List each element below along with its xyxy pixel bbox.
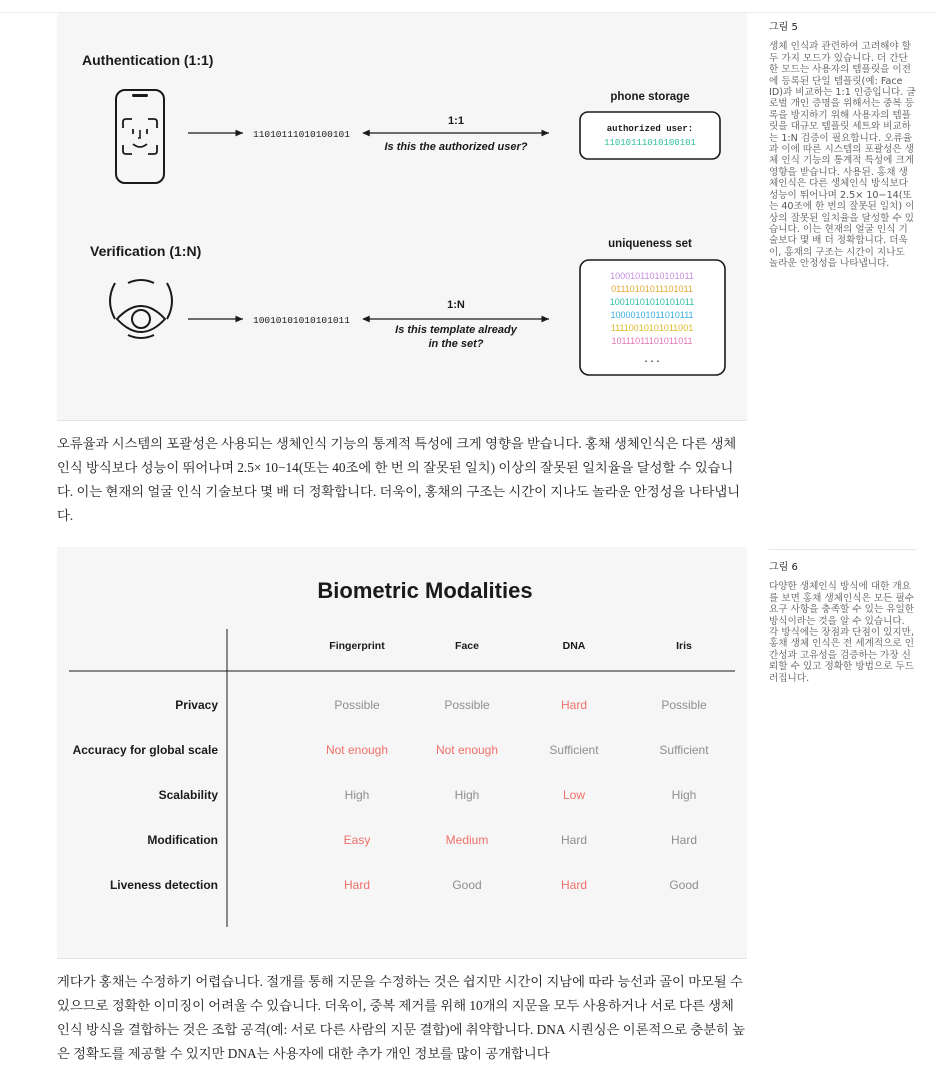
auth-ratio: 1:1 — [448, 115, 464, 127]
phone-face-id-icon — [116, 90, 164, 183]
caption-figure6-text: 다양한 생체인식 방식에 대한 개요를 보면 홍채 생체인식은 모든 필수 요구 사항을 충족할 수 있는 유일한 방식이라는 것을 알 수 있습니다. 각 방식에는 장점과 단점이 있지만, 홍채 생체 인식은 전 세계적으로 인간성과 고유성을 검증하는 가장 신뢰할 수 있고 정확한 방법으로 두드러집니다. — [769, 581, 914, 684]
table-cell: Not enough — [435, 743, 499, 757]
caption-figure5 — [769, 22, 917, 270]
row-label: Modification — [147, 833, 218, 847]
figure1-bottom-rule — [57, 420, 747, 421]
uniqueness-ellipsis: ... — [642, 355, 662, 366]
table-rows — [73, 698, 710, 892]
table-cell: Low — [562, 788, 586, 802]
table-cell: Hard — [560, 698, 588, 712]
figure1-diagram — [57, 13, 747, 420]
paragraph-iris-modification: 게다가 홍채는 수정하기 어렵습니다. 절개를 통해 지문을 수정하는 것은 쉽지만 시간이 지남에 따라 능선과 골이 마모될 수 있으므로 정확한 이미징이 어려울 수 있습니다. 더욱이, 중복 제거를 위해 10개의 지문을 모두 사용하거나 서로 다른 생체 인식 방식을 결합하는 것은 조합 공격(예: 서로 다른 사람의 지문 결합)에 취약합니다. DNA 시퀀싱은 이론적으로 충분히 높은 정확도를 제공할 수 있지만 DNA는 사용자에 대한 추가 개인 정보를 많이 공개합니다 — [57, 974, 745, 1061]
uniqueness-row: 11110010101011001 — [610, 323, 694, 333]
caption-figure6-rule — [769, 549, 917, 550]
table-cell: High — [344, 788, 370, 802]
column-header: Fingerprint — [329, 640, 385, 652]
storage-label: phone storage — [610, 91, 690, 103]
storage-user-label: authorized user: — [606, 124, 694, 134]
table-cell: Not enough — [325, 743, 389, 757]
table-cell: High — [454, 788, 480, 802]
auth-question: Is this the authorized user? — [384, 141, 528, 153]
table-cell: Hard — [560, 833, 588, 847]
uniqueness-row: 10001011010101011 — [610, 271, 694, 281]
ver-question-line1: Is this template already — [395, 324, 517, 336]
table-cell: Medium — [445, 833, 489, 847]
uniqueness-row: 01110101011101011 — [611, 284, 693, 294]
table-cell: Hard — [343, 878, 371, 892]
uniqueness-row: 10010101010101011 — [609, 297, 695, 307]
table-cell: Possible — [661, 698, 707, 712]
row-label: Privacy — [175, 698, 218, 712]
column-header: Iris — [676, 640, 692, 652]
uniqueness-row: 10000101011010111 — [610, 310, 694, 320]
paragraph-error-rate: 오류율과 시스템의 포괄성은 사용되는 생체인식 기능의 통계적 특성에 크게 영향을 받습니다. 홍채 생체인식은 다른 생체인식 방식보다 성능이 뛰어나며 2.5× 10−14(또는 40조에 한 번 의 잘못된 일치) 이상의 잘못된 일치율을 달성할 수 있습니다. 이는 현재의 얼굴 인식 기술보다 몇 배 더 정확합니다. 더욱이, 홍채의 구조는 시간이 지나도 놀라운 안정성을 나타냅니다. — [57, 436, 741, 523]
caption-figure5-text: 생체 인식과 관련하여 고려해야 할 두 가지 모드가 있습니다. 더 간단한 모드는 사용자의 템플릿을 이전에 등록된 단일 템플릿(예: Face ID)과 비교하는 1:1 인증입니다. 글로벌 개인 증명을 위해서는 중복 등록을 방지하기 위해 사용자의 템플릿을 대규모 템플릿 세트와 비교하는 1:N 검증이 필요합니다. 오류율과 이에 따른 시스템의 포괄성은 생체 인식 기능의 통계적 특성에 크게 영향을 받습니다. 사용된. 홍채 생체인식은 다른 생체인식 방식보다 성능이 뛰어나며 2.5× 10−14(또는 40조에 한 번의 잘못된 일치) 이상의 잘못된 일치율을 달성할 수 있습니다. 이는 현재의 얼굴 인식 기술보다 몇 배 더 정확합니다. 더욱이, 홍채의 구조는 시간이 지나도 놀라운 안정성을 나타냅니다. — [769, 41, 916, 270]
table-cell: Good — [452, 878, 482, 892]
table-cell: Possible — [444, 698, 490, 712]
row-label: Liveness detection — [109, 878, 218, 892]
table-cell: High — [671, 788, 697, 802]
modalities-table — [57, 547, 747, 958]
table-cell: Hard — [670, 833, 698, 847]
ver-ratio: 1:N — [447, 299, 465, 311]
auth-bits: 11010111010100101 — [253, 129, 350, 140]
storage-bits: 11010111010100101 — [604, 138, 696, 148]
ver-bits: 10010101010101011 — [253, 315, 350, 326]
table-cell: Sufficient — [549, 743, 599, 757]
table-cell: Sufficient — [659, 743, 709, 757]
table-cell: Easy — [343, 833, 371, 847]
uniqueness-label: uniqueness set — [608, 238, 692, 250]
caption-figure6-number: 그림 6 — [769, 562, 798, 573]
table-cell: Hard — [560, 878, 588, 892]
storage-box — [580, 112, 720, 159]
column-header: Face — [455, 640, 479, 652]
table-cell: Possible — [334, 698, 380, 712]
auth-title: Authentication (1:1) — [82, 52, 214, 68]
column-header: DNA — [562, 640, 586, 652]
table-column-headers — [329, 640, 692, 652]
verification-title: Verification (1:N) — [90, 243, 202, 259]
caption-figure6 — [769, 562, 917, 684]
figure-biometric-modalities — [57, 547, 747, 958]
figure2-bottom-rule — [57, 958, 747, 959]
row-label: Scalability — [158, 788, 218, 802]
iris-eye-icon — [110, 280, 172, 338]
caption-figure5-number: 그림 5 — [769, 22, 798, 33]
table-cell: Good — [669, 878, 699, 892]
uniqueness-row: 10111011101011011 — [611, 336, 693, 346]
ver-question-line2: in the set? — [428, 338, 484, 350]
row-label: Accuracy for global scale — [72, 743, 218, 757]
figure-authentication-verification — [57, 13, 747, 420]
modalities-title: Biometric Modalities — [317, 578, 533, 603]
